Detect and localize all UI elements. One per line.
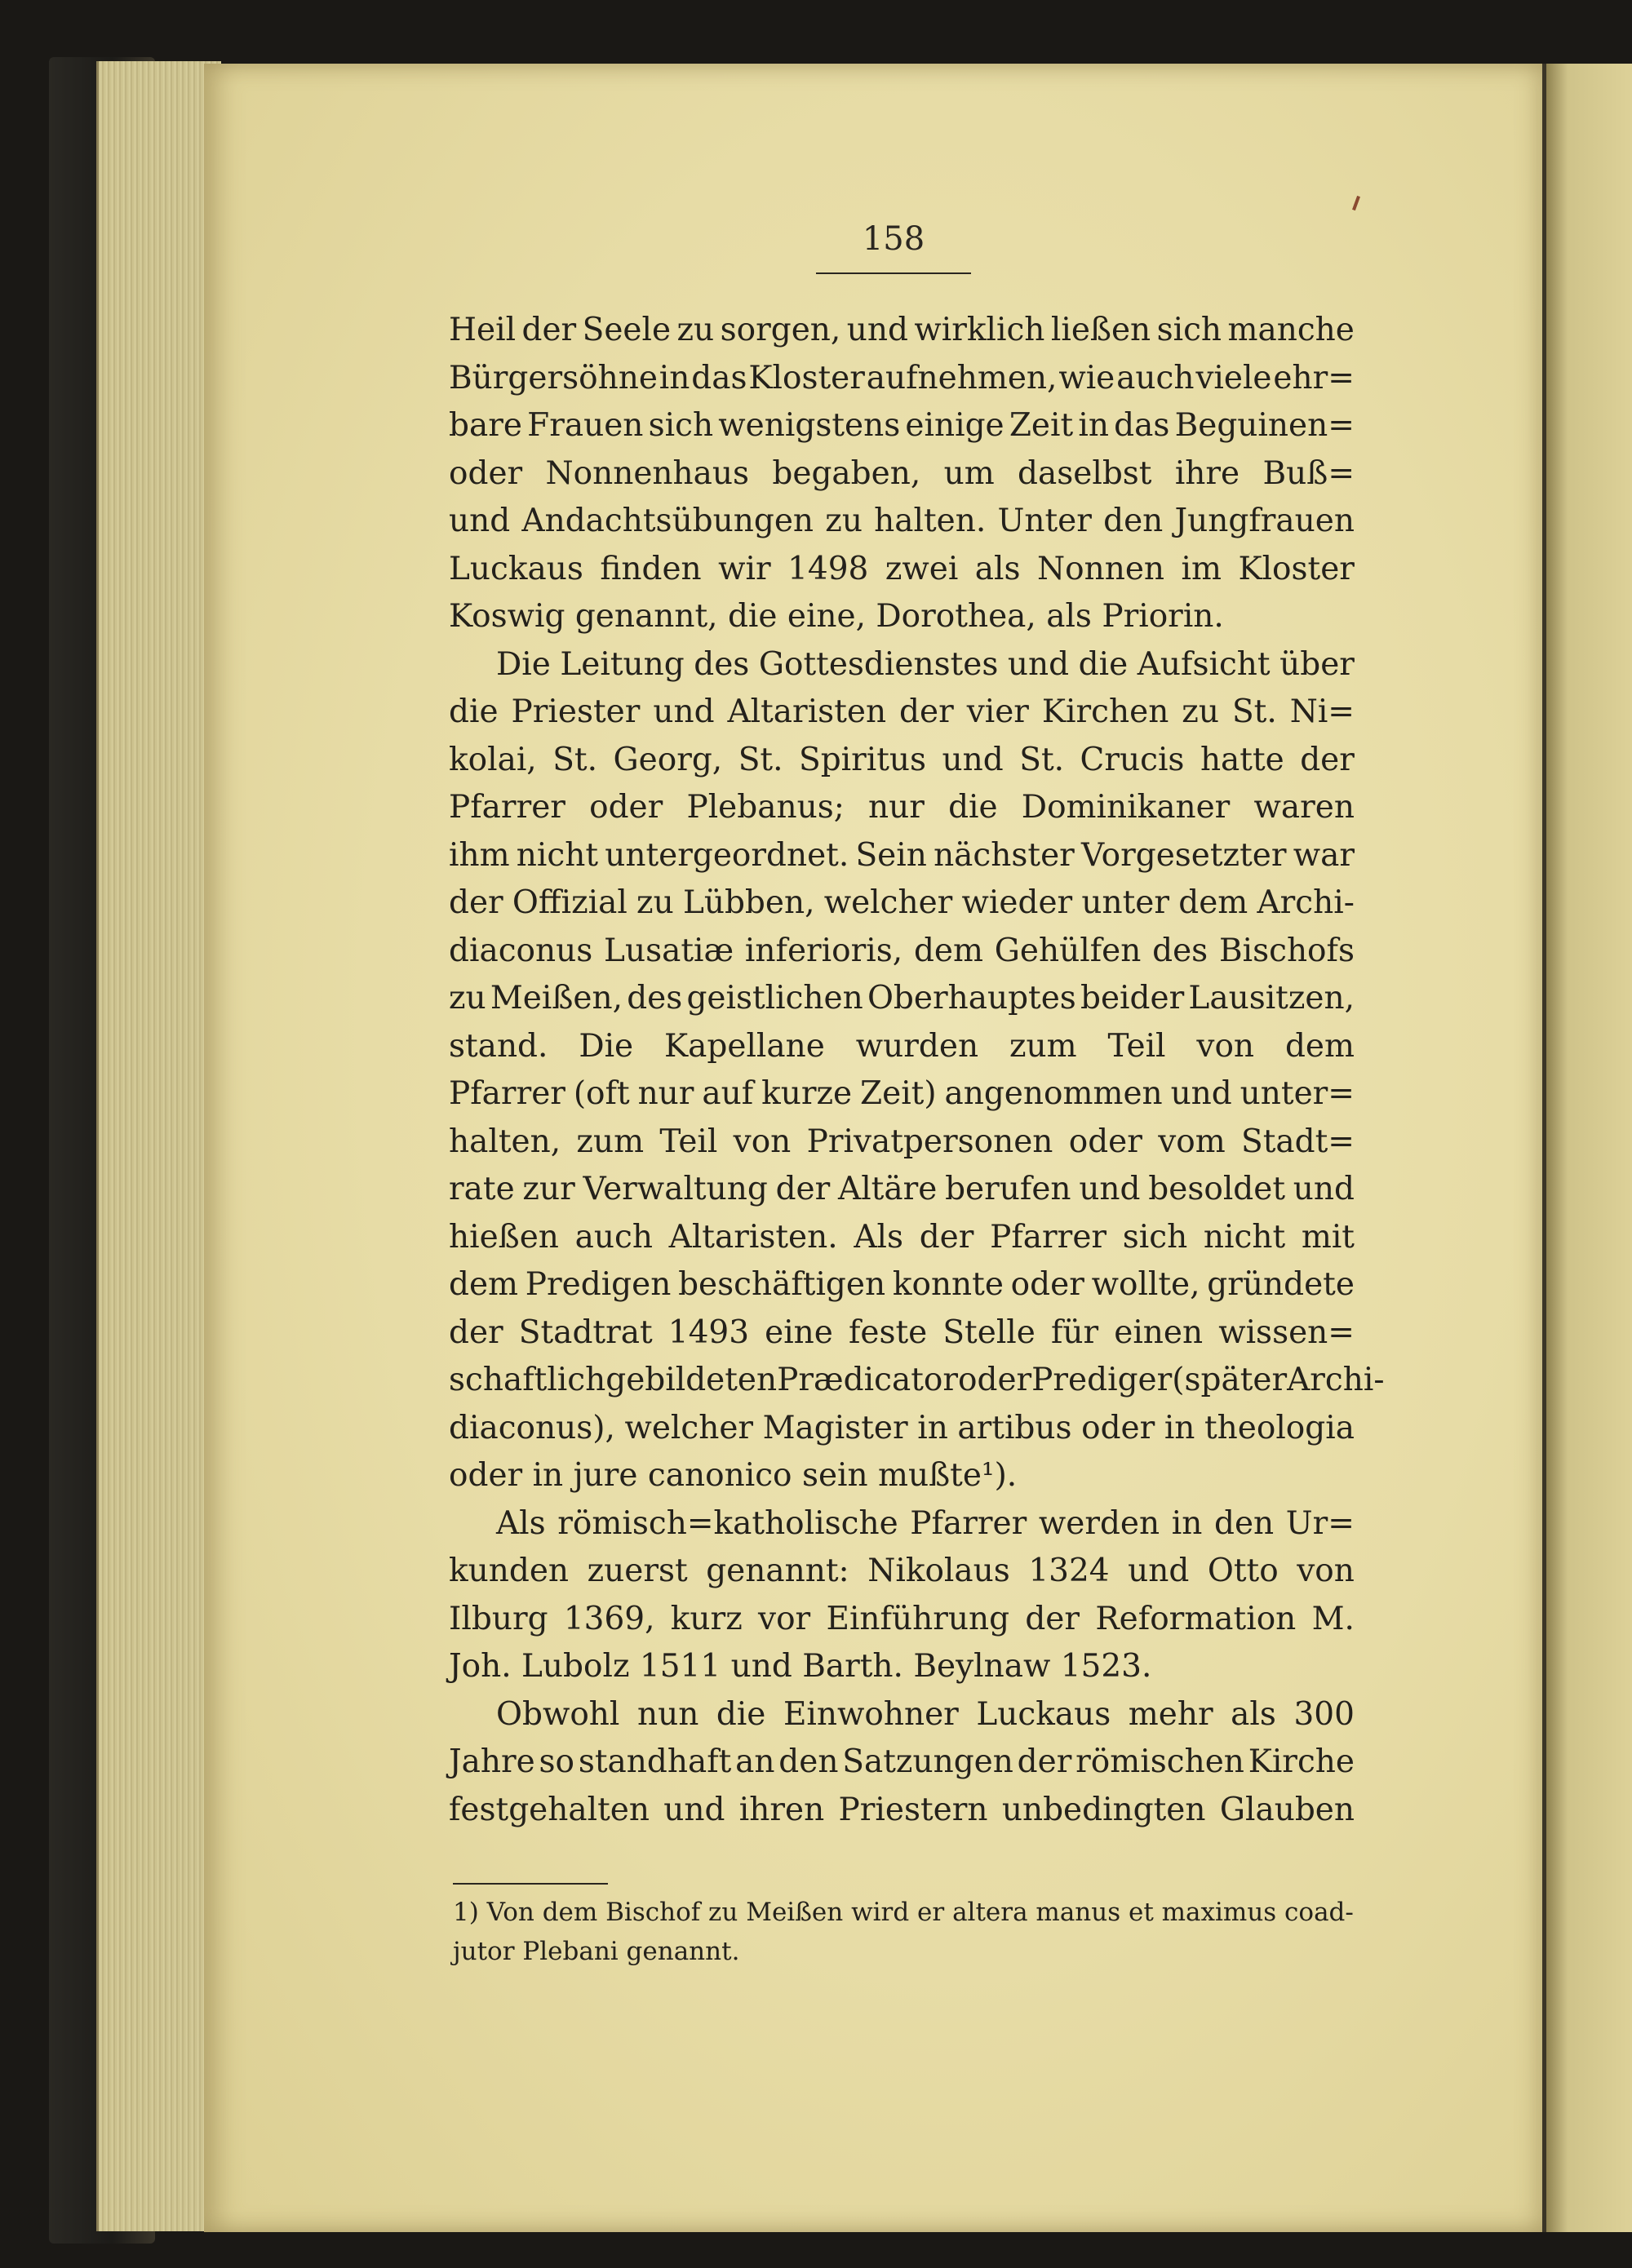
word: angenommen [944, 1075, 1163, 1112]
word: zu [1182, 693, 1219, 730]
word: zu [676, 312, 715, 348]
word: der [899, 693, 954, 730]
word: in [1164, 1409, 1195, 1446]
word: 1498 [787, 550, 869, 587]
word: Beylnaw [913, 1648, 1061, 1685]
word: Plebanus; [686, 789, 845, 826]
word: Unter [997, 503, 1092, 539]
word: war [1293, 836, 1355, 874]
word: stand. [449, 1027, 548, 1065]
word: gründete [1207, 1266, 1355, 1303]
text-line [449, 402, 1355, 450]
word: geistlichen [686, 980, 863, 1017]
word: Prædicator [777, 1362, 958, 1398]
word: Lausitzen, [1188, 980, 1355, 1017]
word: Priestern [838, 1791, 988, 1828]
word: des [627, 980, 683, 1017]
word: Georg, [613, 741, 723, 778]
text-line [449, 1643, 1355, 1691]
text-line [449, 879, 1355, 928]
word: Buß= [1262, 454, 1355, 492]
word: schaftlich [449, 1362, 606, 1398]
word: canonico [647, 1457, 802, 1494]
word: beider [1080, 980, 1185, 1017]
word: Obwohl [496, 1695, 620, 1733]
word: 300 [1293, 1695, 1355, 1733]
word: sich [648, 407, 714, 444]
word: Joh. [449, 1648, 522, 1685]
word: besoldet [1148, 1171, 1286, 1207]
word: und [663, 1791, 725, 1828]
word: den [1213, 1504, 1275, 1542]
text-line [449, 737, 1355, 785]
word: zur [522, 1171, 575, 1207]
word: daselbst [1018, 454, 1152, 492]
word: und [1293, 1171, 1355, 1207]
word: Als [854, 1218, 903, 1256]
word: Sein [855, 836, 927, 874]
text-line [449, 1309, 1355, 1358]
word: auch [1116, 359, 1195, 396]
word: nicht [516, 836, 599, 874]
word: von [733, 1123, 792, 1160]
word: Nonnen [1036, 550, 1165, 587]
word: Zeit) [860, 1075, 937, 1112]
word: Leitung [560, 645, 685, 683]
text-line [449, 784, 1355, 832]
word: die [1078, 645, 1129, 683]
word: kolai, [449, 741, 537, 778]
word: berufen [945, 1171, 1071, 1207]
word: Beguinen= [1174, 407, 1355, 444]
word: Kapellane [664, 1027, 825, 1065]
word: oder [449, 454, 523, 492]
word: wissen= [1218, 1313, 1355, 1351]
word: so [539, 1743, 575, 1780]
word: Barth. [802, 1648, 914, 1685]
facing-page-edge [1546, 64, 1632, 2232]
word: das [1114, 407, 1170, 444]
word: sorgen, [720, 312, 841, 348]
word: Zeit [1009, 407, 1074, 444]
word: genannt, [574, 598, 728, 635]
word: Einführung [826, 1600, 1010, 1637]
word: artibus [957, 1409, 1072, 1446]
word: 1369, [563, 1600, 655, 1637]
word: sich [1156, 312, 1222, 348]
word: Spiritus [798, 741, 927, 778]
word: Aufsicht [1137, 645, 1271, 683]
text-line [449, 1452, 1355, 1500]
word: kurze [761, 1075, 853, 1112]
word: ehr= [1273, 359, 1355, 396]
word: in [1171, 1504, 1203, 1542]
word: Pfarrer [449, 789, 565, 826]
word: Als [496, 1504, 546, 1542]
word: wollte, [1091, 1266, 1200, 1303]
word: und [653, 693, 715, 730]
word: diaconus [449, 932, 593, 969]
word: vor [758, 1600, 811, 1637]
word: unter= [1240, 1075, 1355, 1112]
word: halten. [874, 503, 987, 539]
word: Predigen [525, 1266, 672, 1303]
word: Altaristen [727, 693, 887, 730]
word: und [1170, 1075, 1232, 1112]
word: Teil [659, 1123, 718, 1160]
word: festgehalten [449, 1791, 650, 1828]
word: in [659, 359, 690, 396]
word: Jahre [449, 1743, 535, 1780]
word: Kloster [1238, 550, 1355, 587]
word: Dorothea, [876, 598, 1047, 635]
text-line [449, 1596, 1355, 1644]
text-line [449, 832, 1355, 880]
text-line [449, 975, 1355, 1023]
word: St. [738, 741, 783, 778]
word: nicht [1203, 1218, 1286, 1256]
word: und [1007, 645, 1070, 683]
word: wie [1058, 359, 1115, 396]
word: mehr [1128, 1695, 1213, 1733]
text-line [449, 355, 1355, 403]
body-text [449, 307, 1385, 1834]
word: Nonnenhaus [545, 454, 750, 492]
word: dem [1178, 884, 1248, 921]
word: einen [1114, 1313, 1204, 1351]
word: als [1046, 598, 1102, 635]
text-line [449, 1166, 1355, 1214]
word: (später [1172, 1362, 1288, 1398]
word: der [449, 1313, 503, 1351]
text-line [449, 689, 1355, 737]
text-line [449, 1739, 1355, 1787]
word: hießen [449, 1218, 559, 1256]
word: Prediger [1031, 1362, 1173, 1398]
word: Gehülfen [994, 932, 1142, 969]
word: gebildeten [605, 1362, 778, 1398]
word: M. [1311, 1600, 1355, 1637]
word: Altaristen. [668, 1218, 838, 1256]
word: und [1079, 1171, 1141, 1207]
word: Stadt= [1240, 1123, 1355, 1160]
word: einige [905, 407, 1004, 444]
word: ihre [1174, 454, 1240, 492]
word: Heil [449, 312, 517, 348]
word: Die [579, 1027, 634, 1065]
word: viele [1195, 359, 1272, 396]
word: die [716, 1695, 766, 1733]
word: jure [573, 1457, 648, 1494]
word: auf [702, 1075, 754, 1112]
word: nur [637, 1075, 694, 1112]
word: welcher [624, 1409, 754, 1446]
word: Oberhauptes [867, 980, 1076, 1017]
word: Stadtrat [518, 1313, 653, 1351]
word: Verwaltung [583, 1171, 768, 1207]
word: wenigstens [718, 407, 901, 444]
word: Archi- [1287, 1362, 1385, 1398]
word: St. [1231, 693, 1277, 730]
word: Meißen, [490, 980, 623, 1017]
footnote-line: 1) Von dem Bischof zu Meißen wird er altera manus et maximus coad- [453, 1898, 1354, 1927]
text-line [449, 1214, 1355, 1262]
text-line [449, 450, 1355, 498]
word: vier [966, 693, 1029, 730]
word: die [449, 693, 499, 730]
word: aufnehmen, [866, 359, 1058, 396]
word: zum [1009, 1027, 1077, 1065]
word: ihren [738, 1791, 825, 1828]
word: in [532, 1457, 574, 1494]
word: welcher [823, 884, 953, 921]
word: Satzungen [842, 1743, 1013, 1780]
word: Ni= [1289, 693, 1355, 730]
word: Kloster [748, 359, 865, 396]
page-number: 158 [816, 220, 971, 274]
word: römischen [1075, 1743, 1244, 1780]
word: Seele [582, 312, 672, 348]
word: feste [848, 1313, 928, 1351]
word: 1324 [1028, 1553, 1110, 1589]
word: und [846, 312, 908, 348]
word: die [727, 598, 787, 635]
word: die [948, 789, 998, 826]
text-line [449, 1500, 1355, 1548]
word: standhaft [578, 1743, 732, 1780]
word: St. [1019, 741, 1065, 778]
text-line [449, 546, 1355, 594]
word: römisch=katholische [557, 1504, 898, 1542]
word: Luckaus [449, 550, 583, 587]
text-line [449, 307, 1355, 355]
word: der [1025, 1600, 1080, 1637]
word: Glauben [1219, 1791, 1355, 1828]
word: Offizial [512, 884, 628, 921]
word: St. [552, 741, 597, 778]
word: vom [1158, 1123, 1226, 1160]
text-line [449, 1118, 1355, 1167]
word: für [1050, 1313, 1099, 1351]
word: im [1181, 550, 1222, 587]
word: oder [449, 1457, 533, 1494]
word: der [1300, 741, 1355, 778]
word: Gottesdienstes [758, 645, 999, 683]
word: der [1017, 1743, 1072, 1780]
word: Ilburg [449, 1600, 548, 1637]
word: der [521, 312, 577, 348]
word: Lusatiæ [604, 932, 734, 969]
word: oder [589, 789, 663, 826]
word: Teil [1107, 1027, 1166, 1065]
word: des [694, 645, 750, 683]
word: den [1103, 503, 1164, 539]
word: oder [1010, 1266, 1084, 1303]
word: zu [636, 884, 674, 921]
word: nur [868, 789, 925, 826]
word: in [1078, 407, 1109, 444]
word: eine, [787, 598, 876, 635]
word: konnte [892, 1266, 1004, 1303]
word: Einwohner [783, 1695, 959, 1733]
word: theologia [1204, 1409, 1355, 1446]
word: unter [1081, 884, 1170, 921]
word: an [735, 1743, 775, 1780]
word: Ur= [1285, 1504, 1355, 1542]
word: als [974, 550, 1021, 587]
text-line [449, 641, 1355, 689]
word: mit [1301, 1218, 1355, 1256]
word: des [1152, 932, 1208, 969]
word: Bürgersöhne [449, 359, 658, 396]
word: Lübben, [682, 884, 815, 921]
word: zu [825, 503, 863, 539]
word: nächster [934, 836, 1075, 874]
word: unbedingten [1001, 1791, 1206, 1828]
text-line [449, 1070, 1355, 1118]
word: Andachtsübungen [521, 503, 814, 539]
word: rate [449, 1171, 515, 1207]
text-line [449, 1405, 1355, 1453]
word: bare [449, 407, 522, 444]
word: von [1297, 1553, 1355, 1589]
word: oder [958, 1362, 1032, 1398]
word: Otto [1207, 1553, 1279, 1589]
word: sich [1122, 1218, 1188, 1256]
footnote-rule [453, 1883, 608, 1885]
word: Priester [511, 693, 641, 730]
word: und [730, 1648, 803, 1685]
word: sein [801, 1457, 879, 1494]
word: kurz [670, 1600, 743, 1637]
word: halten, [449, 1123, 561, 1160]
text-line [449, 498, 1355, 546]
word: diaconus), [449, 1409, 615, 1446]
word: zu [449, 980, 486, 1017]
text-line [449, 593, 1355, 641]
text-line [449, 1787, 1355, 1835]
word: 1523. [1060, 1648, 1152, 1685]
footnote-line: jutor Plebani genannt. [453, 1937, 740, 1966]
word: Altäre [838, 1171, 938, 1207]
word: begaben, [772, 454, 921, 492]
word: ihm [449, 836, 510, 874]
word: als [1231, 1695, 1276, 1733]
word: genannt: [706, 1553, 849, 1589]
word: Archi- [1257, 884, 1355, 921]
word: Frauen [527, 407, 644, 444]
word: 1493 [667, 1313, 750, 1351]
word: der [449, 884, 503, 921]
word: Magister [762, 1409, 908, 1446]
word: untergeordnet. [605, 836, 849, 874]
word: 1511 [639, 1648, 731, 1685]
footnotes [453, 1893, 1355, 1971]
word: der [919, 1218, 974, 1256]
word: über [1279, 645, 1355, 683]
text-line [449, 928, 1355, 976]
word: oder [1081, 1409, 1155, 1446]
text-line [449, 1357, 1385, 1405]
word: Jungfrauen [1174, 503, 1355, 539]
word: den [778, 1743, 839, 1780]
word: finden [600, 550, 702, 587]
word: wir [718, 550, 771, 587]
text-line [449, 1548, 1355, 1596]
word: Koswig [449, 598, 575, 635]
word: von [1196, 1027, 1255, 1065]
word: Dominikaner [1021, 789, 1231, 826]
word: Pfarrer [449, 1075, 565, 1112]
text-line [449, 1691, 1355, 1739]
word: Nikolaus [867, 1553, 1010, 1589]
word: dem [1284, 1027, 1355, 1065]
word: Crucis [1080, 741, 1185, 778]
word: kunden [449, 1553, 570, 1589]
word: waren [1253, 789, 1355, 826]
word: Priorin. [1102, 598, 1224, 635]
word: auch [574, 1218, 653, 1256]
word: um [943, 454, 995, 492]
word: wieder [961, 884, 1073, 921]
word: mußte¹). [878, 1457, 1018, 1494]
word: und [449, 503, 511, 539]
word: Die [496, 645, 551, 683]
word: Pfarrer [990, 1218, 1107, 1256]
word: nun [636, 1695, 699, 1733]
word: Kirche [1248, 1743, 1355, 1780]
word: eine [765, 1313, 833, 1351]
page-edges [96, 61, 221, 2231]
word: dem [913, 932, 983, 969]
word: Luckaus [976, 1695, 1111, 1733]
text-line [449, 1261, 1355, 1309]
word: manche [1227, 312, 1355, 348]
word: zuerst [587, 1553, 688, 1589]
word: Privatpersonen [806, 1123, 1053, 1160]
word: werden [1038, 1504, 1160, 1542]
word: Lubolz [521, 1648, 640, 1685]
word: beschäftigen [678, 1266, 886, 1303]
word: Bischofs [1218, 932, 1355, 969]
word: ließen [1050, 312, 1151, 348]
word: oder [1068, 1123, 1142, 1160]
word: Stelle [942, 1313, 1036, 1351]
word: (oft [573, 1075, 630, 1112]
word: und [1128, 1553, 1190, 1589]
word: das [691, 359, 747, 396]
word: Pfarrer [910, 1504, 1027, 1542]
word: Vorgesetzter [1081, 836, 1287, 874]
word: wurden [855, 1027, 979, 1065]
word: inferioris, [744, 932, 903, 969]
word: zum [576, 1123, 645, 1160]
word: zwei [885, 550, 959, 587]
text-line [449, 1023, 1355, 1071]
word: der [775, 1171, 831, 1207]
word: Kirchen [1041, 693, 1169, 730]
word: und [942, 741, 1004, 778]
word: in [917, 1409, 948, 1446]
word: wirklich [914, 312, 1045, 348]
word: hatte [1200, 741, 1284, 778]
word: Reformation [1095, 1600, 1297, 1637]
word: dem [449, 1266, 519, 1303]
